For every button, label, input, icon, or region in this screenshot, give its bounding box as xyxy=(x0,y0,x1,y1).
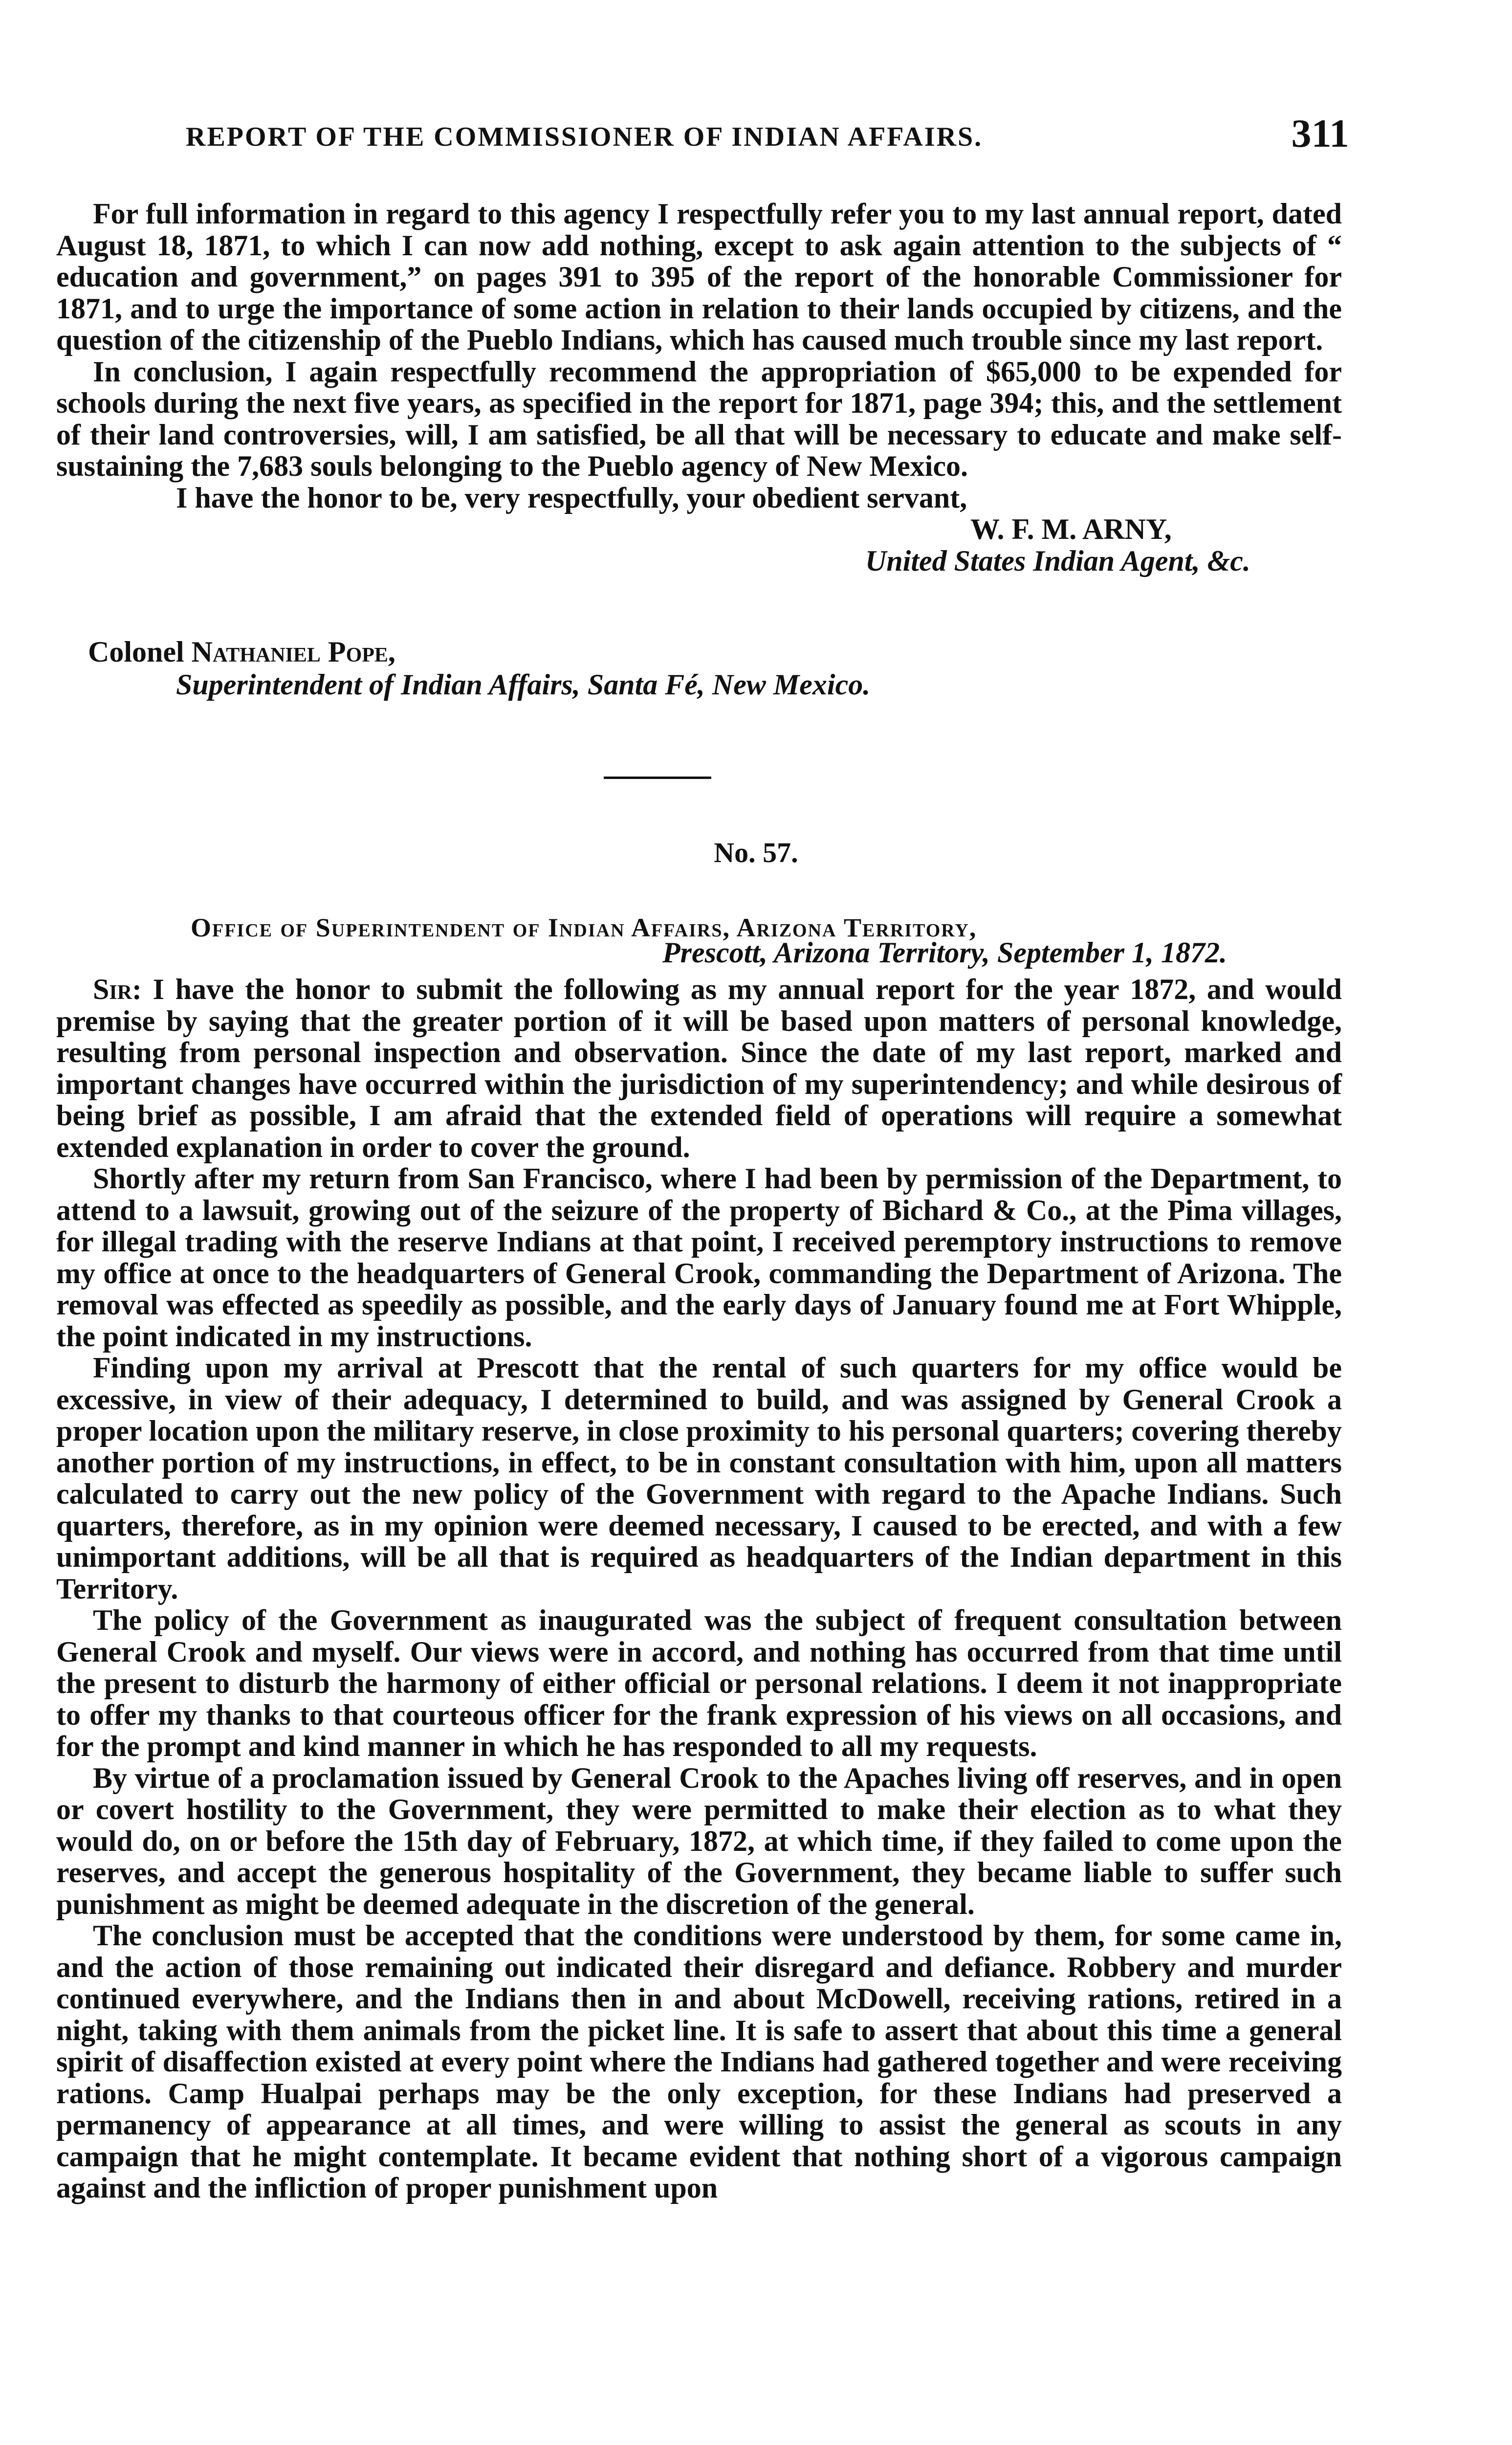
addressee xyxy=(88,636,870,701)
signer-title: United States Indian Agent, &c. xyxy=(865,544,1250,577)
addressee-name: Nathaniel Pope, xyxy=(191,636,395,668)
section-divider xyxy=(604,777,711,779)
paragraph: By virtue of a proclamation issued by General Crook to the Apaches living off reserves, and in open or covert hostility to the Government, they were permitted to make their election as to what they would do, on or before the 15th day of February, 1872, at which time, if they failed to come upon the reserves, and accept the generous hospitality of the Government, they became liable to suffer such punishment as might be deemed adequate in the discretion of the general. xyxy=(56,1761,1342,1920)
document-number: No. 57. xyxy=(714,837,798,868)
salutation: Sir: xyxy=(93,973,142,1005)
arizona-report-body xyxy=(56,974,1342,2204)
addressee-rank: Colonel xyxy=(88,636,184,668)
paragraph: Finding upon my arrival at Prescott that the rental of such quarters for my office would be excessive, in view of their adequacy, I determined to build, and was assigned by General Crook a proper location upon the military reserve, in close proximity to his personal quarters; covering thereby another portion of my instructions, in effect, to be in constant consultation with him, upon all matters calculated to carry out the new policy of the Government with regard to the Apache Indians. Such quarters, therefore, as in my opinion were deemed necessary, I caused to be erected, and with a few unimportant additions, will be all that is required as headquarters of the Indian department in this Territory. xyxy=(56,1352,1342,1605)
paragraph: For full information in regard to this agency I respectfully refer you to my last annual report, dated August 18, 1871, to which I can now add nothing, except to ask again attention to the subjects of “ education and government,” on pages 391 to 395 of the report of the honorable Commissioner for 1871, and to urge the importance of some action in relation to their lands occupied by citizens, and the question of the citizenship of the Pueblo Indians, which has caused much trouble since my last report. xyxy=(56,198,1342,356)
page-number: 311 xyxy=(1291,111,1349,156)
paragraph: Shortly after my return from San Francisco, where I had been by permission of the Department, to attend to a lawsuit, growing out of the seizure of the property of Bichard & Co., at the Pima villages, for illegal trading with the reserve Indians at that point, I received peremptory instructions to remove my office at once to the headquarters of General Crook, commanding the Department of Arizona. The removal was effected as speedily as possible, and the early days of January found me at Fort Whipple, the point indicated in my instructions. xyxy=(56,1162,1342,1353)
running-header xyxy=(186,111,1349,159)
paragraph: The conclusion must be accepted that the conditions were understood by them, for some came in, and the action of those remaining out indicated their disregard and defiance. Robbery and murder continued everywhere, and the Indians then in and about McDowell, receiving rations, retired in a night, taking with them animals from the picket line. It is safe to assert that about this time a general spirit of disaffection existed at every point where the Indians had gathered together and were receiving rations. Camp Hualpai perhaps may be the only exception, for these Indians had preserved a permanency of appearance at all times, and were willing to assist the general as scouts in any campaign that he might contemplate. It became evident that nothing short of a vigorous campaign against and the infliction of proper punishment upon xyxy=(56,1919,1342,2204)
paragraph xyxy=(56,974,1342,1163)
dateline: Prescott, Arizona Territory, September 1, 1872. xyxy=(662,936,1227,969)
addressee-line-2: Superintendent of Indian Affairs, Santa Fé, New Mexico. xyxy=(176,668,871,701)
paragraph-text: I have the honor to submit the following as my annual report for the year 1872, and would premise by saying that the greater portion of it will be based upon matters of personal knowledge, resulting from personal inspection and observation. Since the date of my last report, marked and important changes have occurred within the jurisdiction of my superintendency; and while desirous of being brief as possible, I am afraid that the extended field of operations will require a somewhat extended explanation in order to cover the ground. xyxy=(56,973,1342,1163)
closing-line: I have the honor to be, very respectfully, your obedient servant, xyxy=(176,481,967,514)
running-title: REPORT OF THE COMMISSIONER OF INDIAN AFFAIRS. xyxy=(186,122,983,152)
paragraph: In conclusion, I again respectfully recommend the appropriation of $65,000 to be expended for schools during the next five years, as specified in the report for 1871, page 394; this, and the settlement of their land controversies, will, I am satisfied, be all that will be necessary to educate and make self-sustaining the 7,683 souls belonging to the Pueblo agency of New Mexico. xyxy=(56,355,1342,482)
signer-name: W. F. M. ARNY, xyxy=(970,513,1172,545)
office-heading: Office of Superintendent of Indian Affairs, Arizona Territory, xyxy=(191,913,977,942)
pueblo-report-section xyxy=(56,198,1342,577)
addressee-line-1 xyxy=(88,636,870,668)
paragraph: The policy of the Government as inaugurated was the subject of frequent consultation between General Crook and myself. Our views were in accord, and nothing has occurred from that time until the present to disturb the harmony of either official or personal relations. I deem it not inappropriate to offer my thanks to that courteous officer for the frank expression of his views on all occasions, and for the prompt and kind manner in which he has responded to all my requests. xyxy=(56,1604,1342,1762)
